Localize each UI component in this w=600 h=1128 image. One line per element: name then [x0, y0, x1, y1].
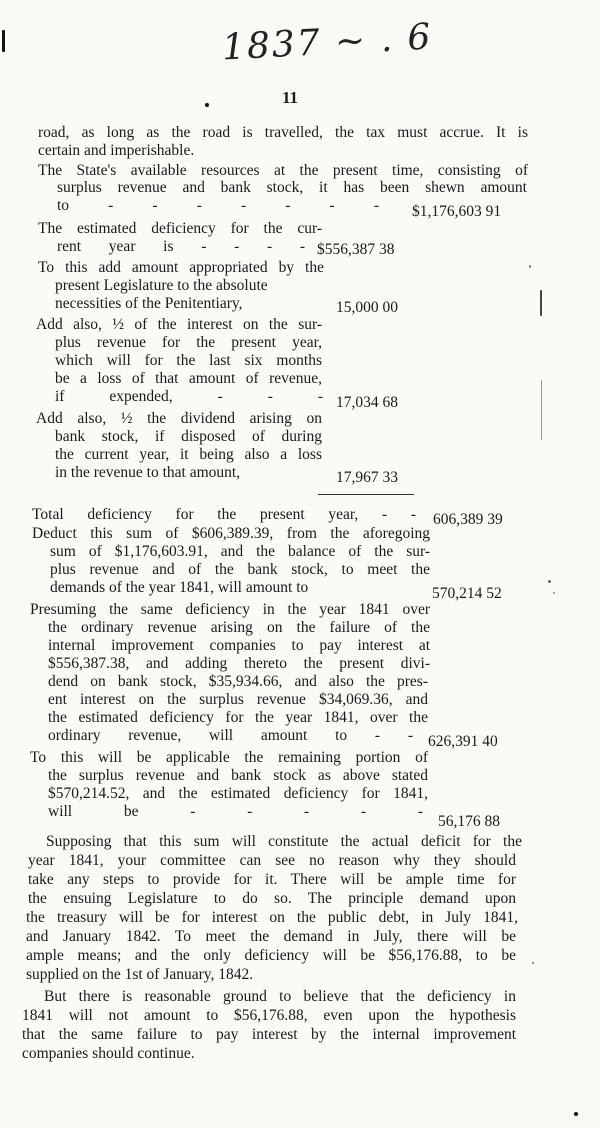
edge-mark	[541, 380, 542, 440]
text-line: ordinary revenue, will amount to - -	[48, 727, 413, 744]
text-line: take any steps to provide for it. There will be ample time for	[28, 871, 516, 888]
edge-mark	[540, 290, 542, 316]
text-line: the estimated deficiency for the year 1841, over the	[48, 709, 428, 726]
text-line: sum of $1,176,603.91, and the balance of the sur-	[50, 543, 430, 560]
text-line: which will for the last six months	[55, 352, 322, 369]
text-line: demands of the year 1841, will amount to	[50, 579, 309, 596]
text-line: ent interest on the surplus revenue $34,069.36, and	[48, 691, 428, 708]
text-line: the current year, it being also a loss	[55, 446, 322, 463]
amount-total-deficiency: 606,389 39	[433, 511, 503, 528]
amount-available-resources: $1,176,603 91	[412, 203, 502, 220]
text-line: bank stock, if disposed of during	[55, 428, 322, 445]
text-line: necessities of the Penitentiary,	[55, 295, 243, 312]
amount-will-be: 56,176 88	[438, 813, 500, 830]
ink-speck	[205, 103, 209, 107]
text-line: internal improvement companies to pay interest at	[48, 637, 430, 654]
edge-mark	[2, 30, 5, 52]
text-line: Supposing that this sum will constitute the actual deficit for the	[46, 833, 522, 850]
text-line: and January 1842. To meet the demand in July, there will be	[26, 928, 516, 945]
text-line: that the same failure to pay interest by the internal improvement	[22, 1026, 516, 1043]
ink-speck	[548, 580, 551, 583]
text-line: if expended, - - -	[55, 388, 323, 405]
text-line: the surplus revenue and bank stock as above stated	[48, 767, 428, 784]
text-line: the treasury will be for interest on the public debt, in July 1841,	[26, 909, 518, 926]
text-line: The estimated deficiency for the cur-	[38, 220, 322, 237]
text-line: the ordinary revenue arising on the failure of the	[48, 619, 430, 636]
text-line: plus revenue for the present year,	[55, 334, 322, 351]
text-line: ample means; and the only deficiency will be $56,176.88, to be	[26, 947, 516, 964]
text-line: Presuming the same deficiency in the year 1841 over	[30, 601, 430, 618]
amount-deficiency-1841: 626,391 40	[428, 733, 498, 750]
text-line: present Legislature to the absolute	[55, 277, 268, 294]
text-line: companies should continue.	[22, 1045, 195, 1062]
text-line: rent year is - - - -	[57, 238, 305, 255]
text-line: the ensuing Legislature to do so. The principle demand upon	[28, 890, 516, 907]
ink-speck	[553, 592, 555, 594]
ink-speck	[574, 1112, 578, 1116]
amount-penitentiary: 15,000 00	[336, 299, 398, 316]
text-line: will be - - - - -	[48, 803, 423, 820]
text-line: plus revenue and of the bank stock, to meet the	[50, 561, 430, 578]
ink-speck	[532, 962, 534, 964]
text-line: supplied on the 1st of January, 1842.	[26, 966, 254, 983]
text-line: The State's available resources at the present time, consisting of	[38, 162, 528, 179]
text-line: dend on bank stock, $35,934.66, and also the pres-	[48, 673, 428, 690]
text-line: in the revenue to that amount,	[55, 464, 241, 481]
text-line: year 1841, your committee can see no reason why they should	[28, 852, 516, 869]
text-line: Add also, ½ of the interest on the sur-	[36, 316, 322, 333]
amount-balance-1841: 570,214 52	[432, 585, 502, 602]
handwritten-note: 1837 ~ . 6	[221, 16, 434, 69]
text-line: Deduct this sum of $606,389.39, from the aforegoing	[32, 525, 430, 542]
text-line: be a loss of that amount of revenue,	[55, 370, 322, 387]
text-line: $556,387.38, and adding thereto the present divi-	[48, 655, 430, 672]
ink-speck	[529, 265, 531, 268]
text-line: $570,214.52, and the estimated deficiency for 1841,	[48, 785, 428, 802]
text-line: To this add amount appropriated by the	[38, 259, 324, 276]
text-line: To this will be applicable the remaining portion of	[30, 749, 428, 766]
text-line: Add also, ½ the dividend arising on	[36, 410, 322, 427]
text-line: to - - - - - - -	[57, 197, 379, 214]
amount-dividend-half: 17,967 33	[336, 469, 398, 486]
text-line: road, as long as the road is travelled, the tax must accrue. It is	[38, 124, 528, 141]
sum-rule	[318, 494, 414, 495]
text-line: surplus revenue and bank stock, it has been shewn amount	[57, 179, 527, 196]
amount-estimated-deficiency: $556,387 38	[317, 241, 395, 258]
text-line: But there is reasonable ground to believe that the deficiency in	[44, 988, 516, 1005]
amount-interest-half: 17,034 68	[336, 394, 398, 411]
text-line: Total deficiency for the present year, - -	[32, 506, 416, 523]
text-line: certain and imperishable.	[38, 142, 195, 159]
page-number: 11	[282, 88, 299, 107]
text-line: 1841 will not amount to $56,176.88, even upon the hypothesis	[22, 1007, 516, 1024]
